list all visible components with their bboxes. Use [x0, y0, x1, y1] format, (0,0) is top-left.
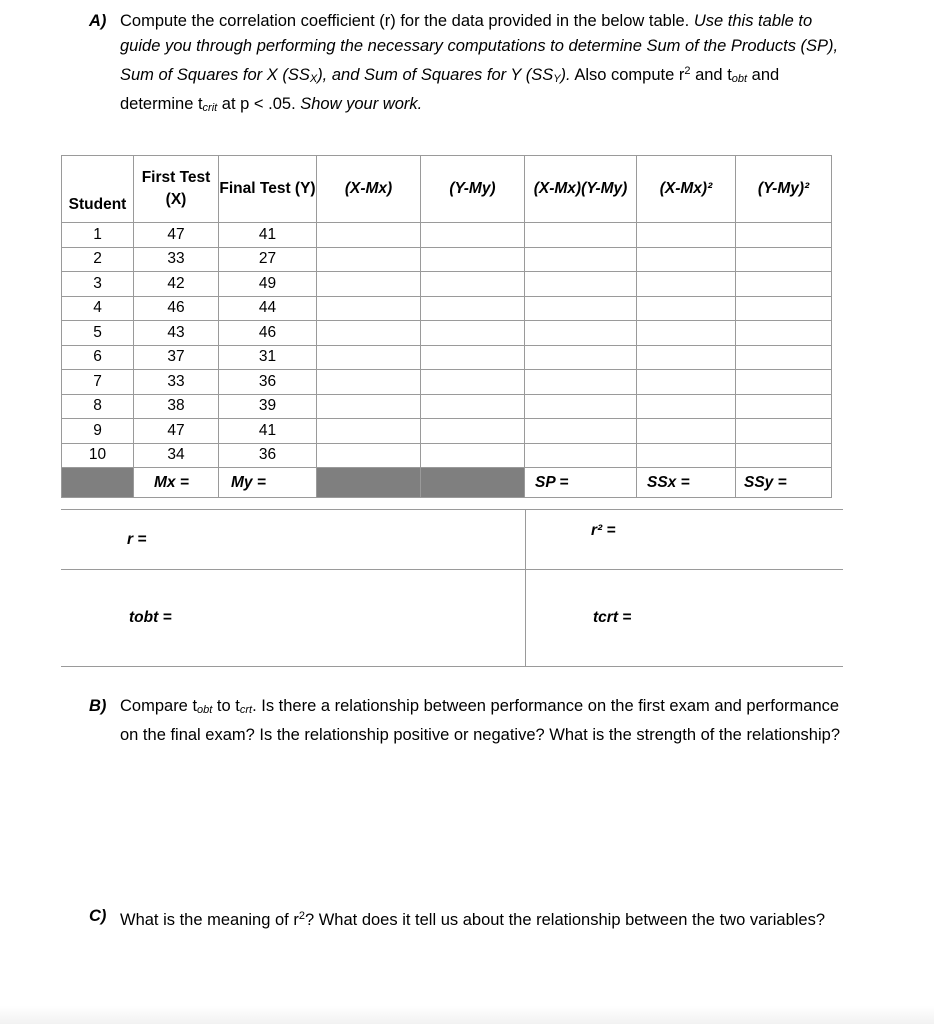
first-test-cell: 43	[134, 321, 219, 346]
student-cell: 9	[62, 419, 134, 444]
r-field[interactable]: r =	[127, 531, 147, 548]
student-cell: 8	[62, 394, 134, 419]
blank-work-cell[interactable]	[421, 394, 525, 419]
results-grid	[61, 509, 843, 667]
question-a-sentence-4: Show your work.	[300, 95, 423, 113]
header-x-dev-squared: (X-Mx)²	[637, 156, 736, 223]
blank-work-cell[interactable]	[637, 247, 736, 272]
table-row	[62, 370, 832, 395]
mean-x-cell[interactable]: Mx =	[134, 468, 219, 498]
blank-work-cell[interactable]	[525, 443, 637, 468]
blank-work-cell[interactable]	[317, 272, 421, 297]
first-test-cell: 33	[134, 247, 219, 272]
blank-work-cell[interactable]	[525, 272, 637, 297]
blank-work-cell[interactable]	[736, 394, 832, 419]
header-final-test: Final Test (Y)	[219, 156, 317, 223]
blank-work-cell[interactable]	[637, 321, 736, 346]
final-test-cell: 49	[219, 272, 317, 297]
blank-work-cell[interactable]	[421, 321, 525, 346]
blank-work-cell[interactable]	[421, 443, 525, 468]
table-row	[62, 272, 832, 297]
blank-work-cell[interactable]	[525, 419, 637, 444]
first-test-cell: 47	[134, 419, 219, 444]
student-cell: 4	[62, 296, 134, 321]
final-test-cell: 46	[219, 321, 317, 346]
student-cell: 3	[62, 272, 134, 297]
first-test-cell: 37	[134, 345, 219, 370]
blank-work-cell[interactable]	[421, 370, 525, 395]
question-a-label: A)	[89, 12, 107, 30]
student-cell: 7	[62, 370, 134, 395]
table-row	[62, 247, 832, 272]
first-test-cell: 42	[134, 272, 219, 297]
table-row	[62, 321, 832, 346]
blank-work-cell[interactable]	[421, 419, 525, 444]
final-test-cell: 36	[219, 370, 317, 395]
blank-work-cell[interactable]	[736, 321, 832, 346]
totals-row	[62, 468, 832, 498]
blank-work-cell[interactable]	[525, 296, 637, 321]
blank-work-cell[interactable]	[637, 296, 736, 321]
blank-work-cell[interactable]	[317, 247, 421, 272]
r-squared-field[interactable]: r² =	[591, 522, 616, 539]
header-x-minus-mx: (X-Mx)	[317, 156, 421, 223]
blank-work-cell[interactable]	[317, 321, 421, 346]
blank-work-cell[interactable]	[736, 443, 832, 468]
question-a-sentence-1: Compute the correlation coefficient (r) for the data provided in the below table.	[120, 12, 690, 30]
question-c	[89, 904, 849, 933]
divider-middle	[61, 569, 843, 570]
computation-table	[61, 155, 832, 498]
student-cell: 2	[62, 247, 134, 272]
mean-y-cell[interactable]: My =	[219, 468, 317, 498]
question-c-label: C)	[89, 907, 107, 925]
divider-vertical	[525, 509, 526, 667]
blank-work-cell[interactable]	[525, 394, 637, 419]
ssy-cell[interactable]: SSy =	[736, 468, 832, 498]
student-cell: 5	[62, 321, 134, 346]
blank-work-cell[interactable]	[736, 345, 832, 370]
page-bottom-edge	[0, 1006, 934, 1024]
final-test-cell: 41	[219, 419, 317, 444]
header-first-test: First Test (X)	[134, 156, 219, 223]
blank-work-cell[interactable]	[637, 345, 736, 370]
blank-work-cell[interactable]	[637, 443, 736, 468]
final-test-cell: 44	[219, 296, 317, 321]
first-test-cell: 47	[134, 223, 219, 248]
blank-work-cell[interactable]	[525, 247, 637, 272]
blank-work-cell[interactable]	[525, 345, 637, 370]
divider-top	[61, 509, 843, 510]
blank-work-cell[interactable]	[317, 296, 421, 321]
blank-work-cell[interactable]	[525, 370, 637, 395]
blank-work-cell[interactable]	[421, 272, 525, 297]
blank-work-cell[interactable]	[736, 419, 832, 444]
blank-work-cell[interactable]	[736, 272, 832, 297]
question-a-sentence-3: Also compute $r^2$ and tobt and determine tcrit at p < .05.	[120, 65, 780, 114]
blank-work-cell[interactable]	[736, 223, 832, 248]
blank-work-cell[interactable]	[637, 394, 736, 419]
blank-work-cell[interactable]	[317, 370, 421, 395]
blank-work-cell[interactable]	[317, 394, 421, 419]
t-critical-field[interactable]: tcrt =	[593, 609, 632, 626]
table-row	[62, 394, 832, 419]
blank-work-cell[interactable]	[525, 223, 637, 248]
final-test-cell: 27	[219, 247, 317, 272]
blank-work-cell[interactable]	[421, 247, 525, 272]
sp-cell[interactable]: SP =	[525, 468, 637, 498]
blank-work-cell[interactable]	[317, 223, 421, 248]
totals-gray-cell-3	[421, 468, 525, 498]
t-obtained-field[interactable]: tobt =	[129, 609, 172, 626]
blank-work-cell[interactable]	[317, 345, 421, 370]
final-test-cell: 36	[219, 443, 317, 468]
blank-work-cell[interactable]	[736, 296, 832, 321]
first-test-cell: 38	[134, 394, 219, 419]
table-row	[62, 223, 832, 248]
blank-work-cell[interactable]	[637, 419, 736, 444]
first-test-cell: 33	[134, 370, 219, 395]
header-product: (X-Mx)(Y-My)	[525, 156, 637, 223]
table-row	[62, 443, 832, 468]
totals-gray-cell-2	[317, 468, 421, 498]
question-b-label: B)	[89, 697, 107, 715]
first-test-cell: 34	[134, 443, 219, 468]
final-test-cell: 41	[219, 223, 317, 248]
final-test-cell: 31	[219, 345, 317, 370]
ssx-cell[interactable]: SSx =	[637, 468, 736, 498]
question-c-text: What is the meaning of $r^2$? What does it tell us about the relationship between the two variables?	[120, 910, 826, 929]
blank-work-cell[interactable]	[736, 370, 832, 395]
table-row	[62, 419, 832, 444]
final-test-cell: 39	[219, 394, 317, 419]
blank-work-cell[interactable]	[317, 443, 421, 468]
table-row	[62, 345, 832, 370]
blank-work-cell[interactable]	[736, 247, 832, 272]
student-cell: 6	[62, 345, 134, 370]
header-student: Student	[62, 156, 134, 223]
blank-work-cell[interactable]	[421, 296, 525, 321]
divider-bottom	[61, 666, 843, 667]
table-row	[62, 296, 832, 321]
blank-work-cell[interactable]	[421, 345, 525, 370]
student-cell: 10	[62, 443, 134, 468]
question-a-text	[120, 9, 849, 121]
question-b-text: Compare tobt to tcrt. Is there a relationship between performance on the first exam and performance on the final exam? Is the relationship positive or negative? What is the strength of the relationship?	[120, 697, 841, 744]
question-b	[89, 694, 849, 748]
header-y-dev-squared: (Y-My)²	[736, 156, 832, 223]
question-a-sentence-2: Use this table to guide you through performing the necessary computations to determine Sum of the Products (SP), Sum of Squares for X (SSX), and Sum of Squares for Y (SSY).	[120, 12, 839, 85]
blank-work-cell[interactable]	[421, 223, 525, 248]
question-a	[89, 9, 849, 121]
student-cell: 1	[62, 223, 134, 248]
first-test-cell: 46	[134, 296, 219, 321]
blank-work-cell[interactable]	[637, 370, 736, 395]
table-header-row	[62, 156, 832, 223]
blank-work-cell[interactable]	[637, 272, 736, 297]
blank-work-cell[interactable]	[525, 321, 637, 346]
header-y-minus-my: (Y-My)	[421, 156, 525, 223]
blank-work-cell[interactable]	[637, 223, 736, 248]
totals-gray-cell	[62, 468, 134, 498]
blank-work-cell[interactable]	[317, 419, 421, 444]
